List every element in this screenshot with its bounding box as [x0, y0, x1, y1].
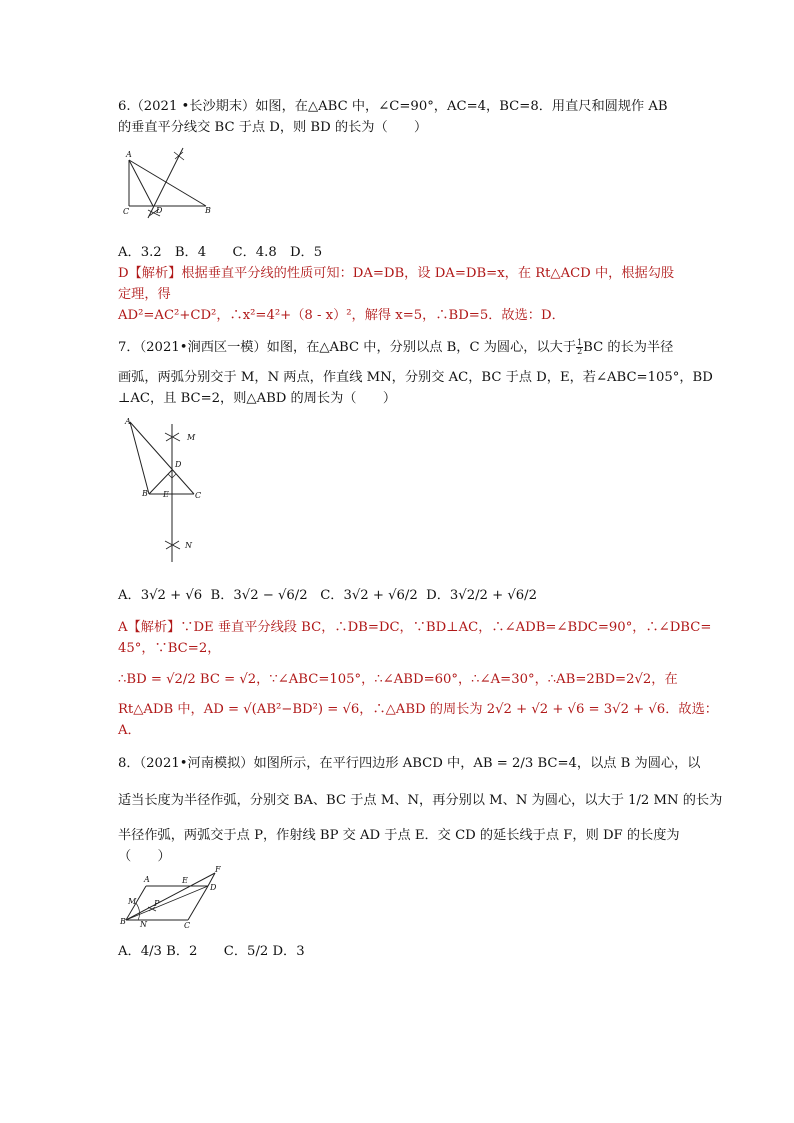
q8-stem-line2: 适当长度为半径作弧，分别交 BA、BC 于点 M、N，再分别以 M、N 为圆心，以大于 1/2 MN 的长为: [118, 793, 723, 808]
q8-options: A．4/3 B．2 C．5/2 D．3: [118, 944, 305, 959]
q8-label-b: B: [120, 917, 126, 926]
q8-figure: [118, 862, 230, 928]
q7-option-c: C．3√2 + √6/2: [320, 588, 418, 603]
q8-label-c: C: [184, 921, 191, 928]
q7-option-a: A．3√2 + √6: [118, 588, 203, 603]
q6-label-d: D: [156, 206, 163, 215]
q7-stem-line1-start: 7．（2021•涧西区一模）如图，在△ABC 中，分别以点 B，C 为圆心，以大于: [118, 340, 577, 355]
q7-solution-line1: A【解析】∵DE 垂直平分线段 BC，∴DB=DC，∵BD⊥AC，∴∠ADB=∠BDC=90°，∴∠DBC=: [118, 620, 712, 635]
q8-label-e: E: [182, 876, 188, 885]
q8-label-a: A: [144, 875, 150, 884]
q7-label-n: N: [185, 541, 192, 550]
q6-options: A．3.2 B．4 C．4.8 D．5: [118, 245, 323, 260]
q7-solution-line4: Rt△ADB 中，AD = √(AB²−BD²) = √6，∴△ABD 的周长为 2√2 + √2 + √6 = 3√2 + √6．故选：: [118, 702, 718, 717]
q7-stem-line3: ⊥AC，且 BC=2，则△ABD 的周长为（ ）: [118, 391, 397, 406]
q6-solution-line1: D【解析】根据垂直平分线的性质可知：DA=DB，设 DA=DB=x，在 Rt△ACD 中，根据勾股: [118, 266, 675, 281]
q6-figure: [118, 146, 228, 222]
q7-solution-line5: A．: [118, 723, 141, 738]
q7-figure: [118, 414, 213, 566]
q7-options: [118, 587, 678, 605]
q6-solution-line2: 定理，得: [118, 287, 171, 302]
q7-label-m: M: [187, 433, 196, 442]
q6-arc-mark-top: [174, 152, 184, 160]
q8-arc-mn: [136, 903, 140, 920]
q7-label-c: C: [195, 491, 202, 500]
q6-label-c: C: [123, 207, 130, 216]
q8-label-p: P: [154, 899, 160, 908]
q7-stem-line2: 画弧，两弧分别交于 M，N 两点，作直线 MN，分别交 AC，BC 于点 D，E，若∠ABC=105°，BD: [118, 370, 713, 385]
q6-label-a: A: [126, 150, 132, 159]
q7-label-a: A: [125, 417, 131, 426]
q6-perpendicular-bisector: [148, 148, 183, 218]
q7-option-d: D．3√2/2 + √6/2: [426, 588, 537, 603]
q8-label-d: D: [210, 883, 217, 892]
q8-stem-line1: 8．（2021•河南模拟）如图所示，在平行四边形 ABCD 中，AB = 2/3 BC=4，以点 B 为圆心，以: [118, 756, 701, 771]
q8-diagonal-bd: [126, 886, 208, 920]
q7-half-num: 1: [577, 338, 583, 347]
q7-stem-line1-end: BC 的长为半径: [583, 340, 674, 355]
q6-stem-line2: 的垂直平分线交 BC 于点 D，则 BD 的长为（ ）: [118, 120, 428, 135]
q8-stem-line3: 半径作弧，两弧交于点 P，作射线 BP 交 AD 于点 E．交 CD 的延长线于点 F，则 DF 的长度为: [118, 828, 680, 843]
q6-stem-line1: 6.（2021 •长沙期末）如图，在△ABC 中，∠C=90°，AC=4，BC=8．用直尺和圆规作 AB: [118, 99, 668, 114]
q8-label-f: F: [215, 865, 221, 874]
q6-label-b: B: [205, 206, 211, 215]
q7-solution-line2: 45°，∵BC=2，: [118, 641, 221, 656]
q7-label-e: E: [163, 490, 169, 499]
q7-stem-line1: [118, 339, 678, 357]
q6-solution-line3: AD²=AC²+CD²，∴x²=4²+（8 - x）²，解得 x=5，∴BD=5．故选：D．: [118, 308, 565, 323]
q7-label-b: B: [142, 489, 148, 498]
q7-option-b: B．3√2 − √6/2: [210, 588, 308, 603]
q8-stem-line4: （ ）: [118, 849, 171, 864]
q7-solution-line3: ∴BD = √2/2 BC = √2，∵∠ABC=105°，∴∠ABD=60°，∴∠A=30°，∴AB=2BD=2√2，在: [118, 672, 678, 687]
q8-side-dc: [188, 886, 208, 920]
q8-label-m: M: [128, 897, 137, 906]
q7-half-den: 2: [577, 347, 583, 356]
q8-label-n: N: [140, 920, 147, 928]
q7-label-d: D: [175, 460, 182, 469]
